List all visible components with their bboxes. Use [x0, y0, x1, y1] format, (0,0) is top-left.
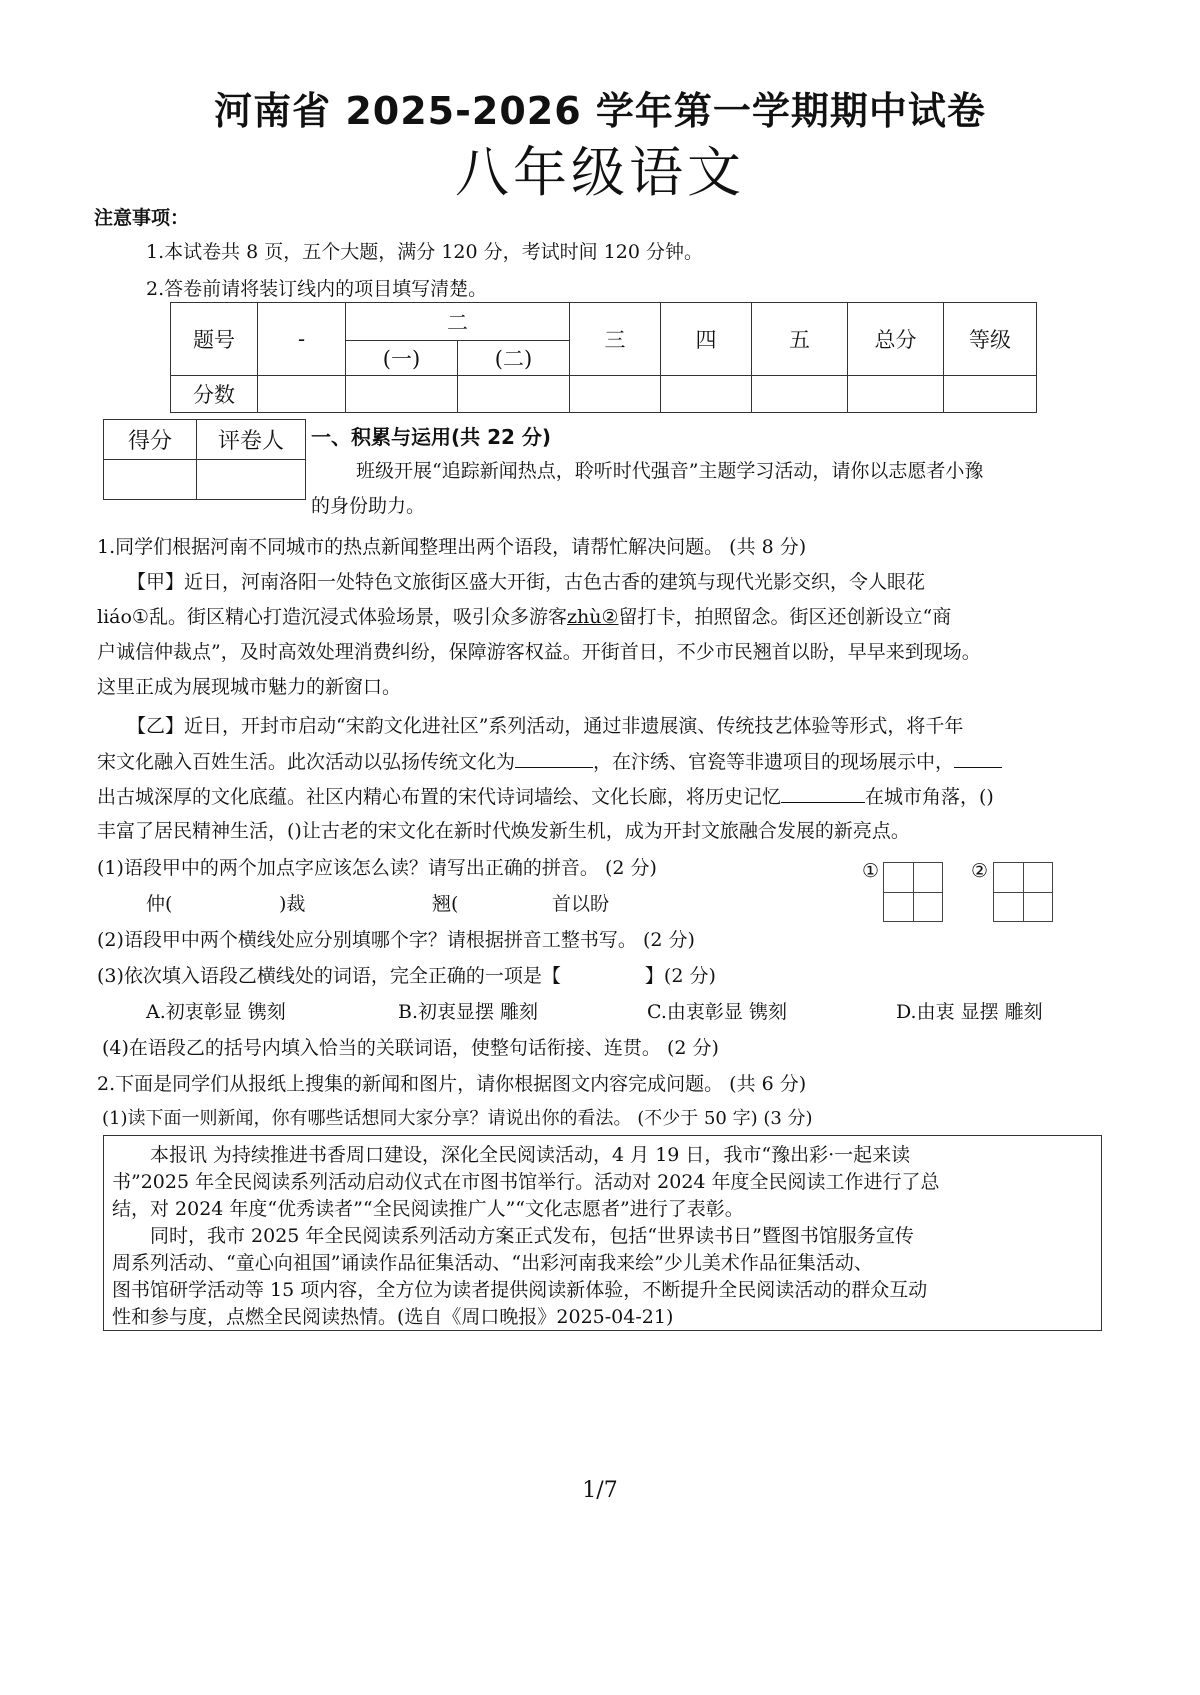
score-table-question-label: 题号	[171, 303, 258, 376]
q1-jia-line-3: 户诚信仲裁点”，及时高效处理消费纠纷，保障游客权益。开街首日，不少市民翘首以盼，早早来到现场。	[97, 641, 981, 663]
q1-yi-line-3-end: 在城市角落，()	[865, 786, 994, 808]
writing-grid-1[interactable]	[883, 862, 943, 922]
score-table-col-2: 二	[346, 303, 570, 341]
notice-heading: 注意事项：	[94, 207, 190, 229]
grader-table-score-label: 得分	[104, 420, 197, 460]
q1-sub4: (4)在语段乙的括号内填入恰当的关联词语，使整句话衔接、连贯。 (2 分)	[102, 1037, 719, 1059]
score-cell[interactable]	[258, 376, 346, 413]
q2-stem: 2.下面是同学们从报纸上搜集的新闻和图片，请你根据图文内容完成问题。 (共 6 分)	[97, 1073, 807, 1095]
q1-sub3-points: 】(2 分)	[644, 965, 716, 987]
grader-table	[103, 419, 306, 500]
grader-name-cell[interactable]	[197, 460, 306, 500]
notice-item-1: 1.本试卷共 8 页，五个大题，满分 120 分，考试时间 120 分钟。	[146, 241, 703, 263]
option-a: A.初衷彰显 镌刻	[146, 1001, 286, 1023]
q1-sub1-answer-b: )裁	[279, 893, 306, 915]
score-cell[interactable]	[944, 376, 1037, 413]
score-table-col-1: -	[258, 303, 346, 376]
score-table-col-4: 四	[661, 303, 752, 376]
option-d: D.由衷 显摆 雕刻	[896, 1001, 1043, 1023]
notice-item-2: 2.答卷前请将装订线内的项目填写清楚。	[146, 278, 488, 300]
q1-jia-line-2-end: 留打卡，拍照留念。街区还创新设立“商	[618, 606, 952, 628]
score-table-col-grade: 等级	[944, 303, 1037, 376]
grader-table-grader-label: 评卷人	[197, 420, 306, 460]
score-cell[interactable]	[458, 376, 570, 413]
q1-jia-line-2	[97, 605, 951, 629]
q1-yi-line-4: 丰富了居民精神生活，()让古老的宋文化在新时代焕发新生机，成为开封文旅融合发展的新亮点。	[97, 820, 910, 842]
page-number: 1/7	[582, 1478, 618, 1503]
score-cell[interactable]	[752, 376, 848, 413]
score-cell[interactable]	[661, 376, 752, 413]
q1-jia-line-4: 这里正成为展现城市魅力的新窗口。	[97, 676, 402, 698]
score-cell[interactable]	[346, 376, 458, 413]
q1-sub1-answer-d: 首以盼	[552, 893, 610, 915]
score-table-col-5: 五	[752, 303, 848, 376]
q2-sub1: (1)读下面一则新闻，你有哪些话想同大家分享？请说出你的看法。 (不少于 50 字) (3 分)	[102, 1108, 813, 1129]
option-b: B.初衷显摆 雕刻	[398, 1001, 539, 1023]
q1-yi-line-2-start: 宋文化融入百姓生活。此次活动以弘扬传统文化为	[97, 751, 516, 773]
q1-stem: 1.同学们根据河南不同城市的热点新闻整理出两个语段，请帮忙解决问题。 (共 8 分)	[97, 536, 807, 558]
news-line-5: 周系列活动、“童心向祖国”诵读作品征集活动、“出彩河南我来绘”少儿美术作品征集活动、	[112, 1252, 873, 1274]
subject-title: 八年级语文	[455, 141, 745, 204]
q1-yi-line-3	[97, 784, 994, 809]
q1-sub3	[97, 964, 716, 988]
q1-jia-line-2-start: liáo①乱。街区精心打造沉浸式体验场景，吸引众多游客	[97, 606, 567, 628]
q1-sub2: (2)语段甲中两个横线处应分别填哪个字？请根据拼音工整书写。 (2 分)	[97, 929, 695, 951]
q1-yi-line-3-start: 出古城深厚的文化底蕴。社区内精心布置的宋代诗词墙绘、文化长廊，将历史记忆	[97, 786, 782, 808]
q1-jia-pinyin-zhu: zhù②	[566, 606, 619, 628]
score-table-col-total: 总分	[848, 303, 944, 376]
writing-grid-2[interactable]	[993, 862, 1053, 922]
q1-sub1: (1)语段甲中的两个加点字应该怎么读？请写出正确的拼音。 (2 分)	[97, 857, 657, 879]
grid-1-label: ①	[862, 860, 880, 882]
grid-2-label: ②	[971, 860, 989, 882]
score-table-col-2-sub2: (二)	[458, 341, 570, 376]
score-table	[170, 302, 1037, 413]
q1-yi-line-1: 【乙】近日，开封市启动“宋韵文化进社区”系列活动，通过非遗展演、传统技艺体验等形式，将千年	[127, 715, 964, 737]
option-c: C.由衷彰显 镌刻	[647, 1001, 787, 1023]
grader-score-cell[interactable]	[104, 460, 197, 500]
q1-sub3-text: (3)依次填入语段乙横线处的词语，完全正确的一项是【	[97, 965, 561, 987]
section-1-intro-line-1: 班级开展“追踪新闻热点，聆听时代强音”主题学习活动，请你以志愿者小豫	[356, 460, 984, 482]
score-cell[interactable]	[570, 376, 661, 413]
news-line-6: 图书馆研学活动等 15 项内容，全方位为读者提供阅读新体验，不断提升全民阅读活动的群众互动	[112, 1279, 928, 1301]
news-line-2: 书”2025 年全民阅读系列活动启动仪式在市图书馆举行。活动对 2024 年度全民阅读工作进行了总	[112, 1171, 940, 1193]
news-line-4: 同时，我市 2025 年全民阅读系列活动方案正式发布，包括“世界读书日”暨图书馆服务宣传	[150, 1225, 914, 1247]
news-line-3: 结，对 2024 年度“优秀读者”“全民阅读推广人”“文化志愿者”进行了表彰。	[112, 1198, 744, 1220]
news-line-1: 本报讯 为持续推进书香周口建设，深化全民阅读活动，4 月 19 日，我市“豫出彩·一起来读	[150, 1144, 911, 1166]
score-table-col-3: 三	[570, 303, 661, 376]
q1-sub1-answer-c: 翘(	[432, 893, 459, 915]
q1-yi-blank-2[interactable]	[954, 749, 1002, 768]
score-table-col-2-sub1: (一)	[346, 341, 458, 376]
q1-sub1-answer-a: 仲(	[146, 893, 173, 915]
q1-yi-line-2	[97, 749, 1002, 774]
section-1-heading: 一、积累与运用(共 22 分)	[311, 425, 552, 449]
exam-title: 河南省 2025-2026 学年第一学期期中试卷	[214, 89, 986, 133]
section-1-intro-line-2: 的身份助力。	[311, 495, 426, 517]
q1-yi-blank-3[interactable]	[781, 784, 865, 803]
q1-jia-line-1: 【甲】近日，河南洛阳一处特色文旅街区盛大开街，古色古香的建筑与现代光影交织，令人眼花	[127, 571, 926, 593]
q1-yi-line-2-end: ，在汴绣、官瓷等非遗项目的现场展示中，	[593, 751, 955, 773]
news-line-7: 性和参与度，点燃全民阅读热情。(选自《周口晚报》2025-04-21)	[112, 1306, 674, 1328]
score-table-score-label: 分数	[171, 376, 258, 413]
q1-yi-blank-1[interactable]	[515, 749, 593, 768]
score-cell[interactable]	[848, 376, 944, 413]
